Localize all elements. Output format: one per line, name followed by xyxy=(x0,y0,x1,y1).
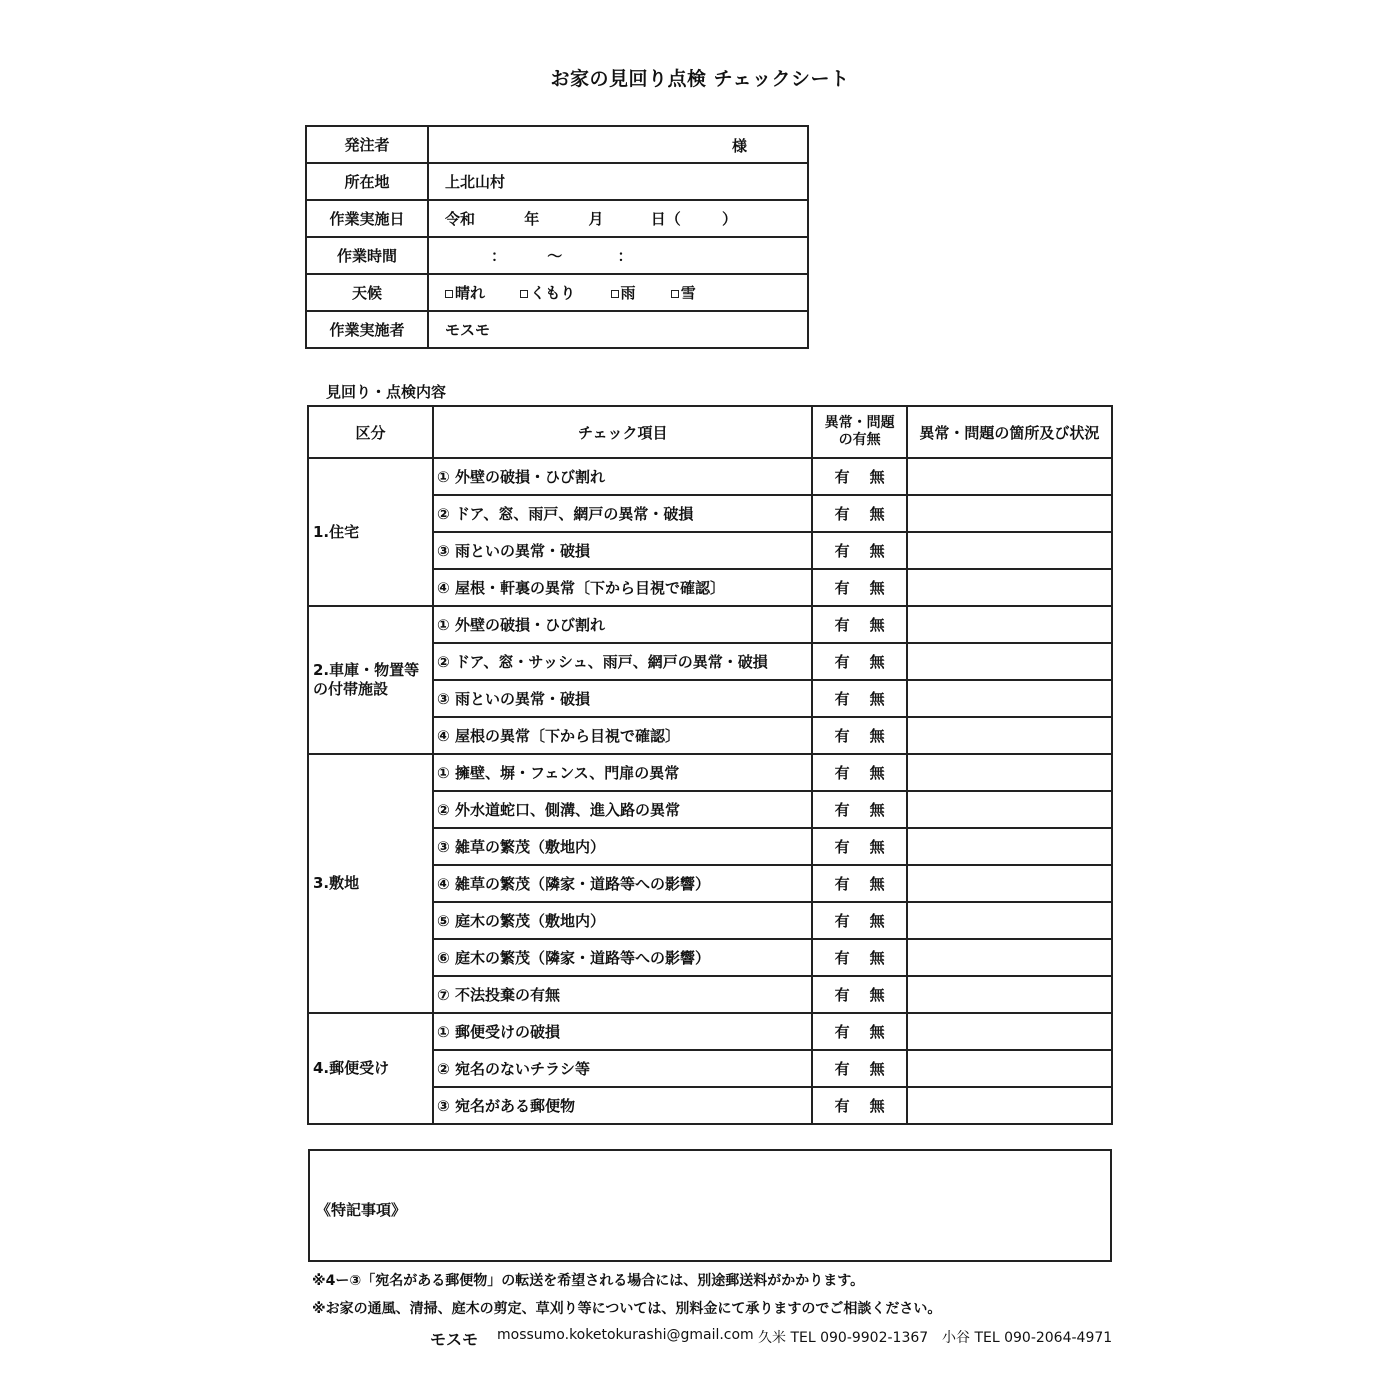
presence-cell xyxy=(812,606,906,643)
time-tilde: ～ xyxy=(547,247,563,265)
checkbox-icon xyxy=(445,290,453,298)
details-cell[interactable] xyxy=(907,976,1112,1013)
checkbox-icon xyxy=(611,290,619,298)
option-no[interactable]: 無 xyxy=(869,1060,885,1078)
option-no[interactable]: 無 xyxy=(869,912,885,930)
option-no[interactable]: 無 xyxy=(869,875,885,893)
orderer-label: 発注者 xyxy=(306,126,428,163)
option-yes[interactable]: 有 xyxy=(834,838,850,856)
date-month: 月 xyxy=(588,210,604,228)
special-notes-box[interactable] xyxy=(308,1149,1112,1262)
date-label: 作業実施日 xyxy=(306,200,428,237)
presence-cell xyxy=(812,791,906,828)
option-yes[interactable]: 有 xyxy=(834,468,850,486)
category-cell: 2.車庫・物置等の付帯施設 xyxy=(308,606,433,754)
table-row xyxy=(308,754,1112,791)
details-cell[interactable] xyxy=(907,1013,1112,1050)
check-item: ① 擁壁、塀・フェンス、門扉の異常 xyxy=(433,754,812,791)
check-item: ① 外壁の破損・ひび割れ xyxy=(433,458,812,495)
option-no[interactable]: 無 xyxy=(869,838,885,856)
check-item: ① 郵便受けの破損 xyxy=(433,1013,812,1050)
note-forwarding: ※4ー③「宛名がある郵便物」の転送を希望される場合には、別途郵送料がかかります。 xyxy=(312,1273,865,1289)
option-yes[interactable]: 有 xyxy=(834,875,850,893)
table-row xyxy=(308,1013,1112,1050)
details-cell[interactable] xyxy=(907,717,1112,754)
option-yes[interactable]: 有 xyxy=(834,616,850,634)
section-title: 見回り・点検内容 xyxy=(326,383,447,401)
check-item: ③ 雨といの異常・破損 xyxy=(433,680,812,717)
weather-field xyxy=(428,274,808,311)
option-no[interactable]: 無 xyxy=(869,801,885,819)
details-cell[interactable] xyxy=(907,1087,1112,1124)
presence-cell xyxy=(812,1087,906,1124)
option-yes[interactable]: 有 xyxy=(834,912,850,930)
details-cell[interactable] xyxy=(907,754,1112,791)
weather-option-cloudy[interactable]: くもり xyxy=(520,284,575,302)
checkbox-icon xyxy=(520,290,528,298)
presence-cell xyxy=(812,643,906,680)
details-cell[interactable] xyxy=(907,569,1112,606)
option-no[interactable]: 無 xyxy=(869,468,885,486)
special-notes-label: 《特記事項》 xyxy=(316,1201,407,1219)
option-no[interactable]: 無 xyxy=(869,764,885,782)
option-no[interactable]: 無 xyxy=(869,690,885,708)
option-yes[interactable]: 有 xyxy=(834,1097,850,1115)
date-field[interactable] xyxy=(428,200,808,237)
table-row xyxy=(308,458,1112,495)
option-yes[interactable]: 有 xyxy=(834,727,850,745)
option-yes[interactable]: 有 xyxy=(834,986,850,1004)
presence-cell xyxy=(812,828,906,865)
option-no[interactable]: 無 xyxy=(869,727,885,745)
details-cell[interactable] xyxy=(907,1050,1112,1087)
option-yes[interactable]: 有 xyxy=(834,505,850,523)
checkbox-icon xyxy=(671,290,679,298)
date-day: 日（ xyxy=(650,210,681,228)
check-item: ① 外壁の破損・ひび割れ xyxy=(433,606,812,643)
header-item: チェック項目 xyxy=(433,406,812,458)
presence-cell xyxy=(812,680,906,717)
details-cell[interactable] xyxy=(907,606,1112,643)
details-cell[interactable] xyxy=(907,495,1112,532)
option-no[interactable]: 無 xyxy=(869,579,885,597)
presence-cell xyxy=(812,1013,906,1050)
option-no[interactable]: 無 xyxy=(869,1097,885,1115)
option-yes[interactable]: 有 xyxy=(834,542,850,560)
note-extra-services: ※お家の通風、清掃、庭木の剪定、草刈り等については、別料金にて承りますのでご相談ください。 xyxy=(312,1301,942,1317)
time-colon-end: ： xyxy=(617,247,633,265)
presence-cell xyxy=(812,569,906,606)
presence-cell xyxy=(812,865,906,902)
check-item: ② ドア、窓、雨戸、網戸の異常・破損 xyxy=(433,495,812,532)
details-cell[interactable] xyxy=(907,902,1112,939)
option-no[interactable]: 無 xyxy=(869,949,885,967)
details-cell[interactable] xyxy=(907,939,1112,976)
check-table xyxy=(307,405,1113,1125)
check-item: ② ドア、窓・サッシュ、雨戸、網戸の異常・破損 xyxy=(433,643,812,680)
time-colon-start: ： xyxy=(491,247,507,265)
footer-brand: モスモ xyxy=(430,1330,479,1349)
option-yes[interactable]: 有 xyxy=(834,801,850,819)
option-yes[interactable]: 有 xyxy=(834,579,850,597)
presence-cell xyxy=(812,458,906,495)
details-cell[interactable] xyxy=(907,791,1112,828)
check-item: ④ 雑草の繁茂（隣家・道路等への影響） xyxy=(433,865,812,902)
location-field[interactable] xyxy=(428,163,808,200)
check-item: ⑥ 庭木の繁茂（隣家・道路等への影響） xyxy=(433,939,812,976)
check-item: ③ 雨といの異常・破損 xyxy=(433,532,812,569)
option-yes[interactable]: 有 xyxy=(834,764,850,782)
header-category: 区分 xyxy=(308,406,433,458)
details-cell[interactable] xyxy=(907,828,1112,865)
option-yes[interactable]: 有 xyxy=(834,653,850,671)
presence-cell xyxy=(812,754,906,791)
weather-option-rain[interactable]: 雨 xyxy=(611,284,636,302)
check-item: ③ 雑草の繁茂（敷地内） xyxy=(433,828,812,865)
option-yes[interactable]: 有 xyxy=(834,1060,850,1078)
option-no[interactable]: 無 xyxy=(869,616,885,634)
details-cell[interactable] xyxy=(907,643,1112,680)
details-cell[interactable] xyxy=(907,865,1112,902)
header-details: 異常・問題の箇所及び状況 xyxy=(907,406,1112,458)
time-field[interactable] xyxy=(428,237,808,274)
check-item: ② 外水道蛇口、側溝、進入路の異常 xyxy=(433,791,812,828)
orderer-suffix: 様 xyxy=(731,137,747,155)
presence-cell xyxy=(812,902,906,939)
location-value: 上北山村 xyxy=(445,173,506,191)
presence-cell xyxy=(812,532,906,569)
info-table xyxy=(305,125,809,349)
option-yes[interactable]: 有 xyxy=(834,949,850,967)
orderer-field[interactable] xyxy=(428,126,808,163)
details-cell[interactable] xyxy=(907,458,1112,495)
presence-cell xyxy=(812,1050,906,1087)
option-no[interactable]: 無 xyxy=(869,505,885,523)
date-era: 令和 xyxy=(445,210,476,228)
time-label: 作業時間 xyxy=(306,237,428,274)
date-year: 年 xyxy=(524,210,540,228)
check-item: ④ 屋根の異常〔下から目視で確認〕 xyxy=(433,717,812,754)
option-no[interactable]: 無 xyxy=(869,1023,885,1041)
worker-field[interactable] xyxy=(428,311,808,348)
location-label: 所在地 xyxy=(306,163,428,200)
page-title: お家の見回り点検 チェックシート xyxy=(550,68,850,90)
category-cell: 3.敷地 xyxy=(308,754,433,1013)
table-row xyxy=(308,606,1112,643)
footer-contact-kume: 久米 TEL 090-9902-1367 xyxy=(758,1330,929,1346)
weather-label: 天候 xyxy=(306,274,428,311)
footer-contact-kotani: 小谷 TEL 090-2064-4971 xyxy=(942,1330,1113,1346)
option-no[interactable]: 無 xyxy=(869,986,885,1004)
details-cell[interactable] xyxy=(907,532,1112,569)
option-yes[interactable]: 有 xyxy=(834,690,850,708)
weather-option-snow[interactable]: 雪 xyxy=(671,284,696,302)
check-item: ② 宛名のないチラシ等 xyxy=(433,1050,812,1087)
option-no[interactable]: 無 xyxy=(869,542,885,560)
presence-cell xyxy=(812,976,906,1013)
option-no[interactable]: 無 xyxy=(869,653,885,671)
category-cell: 1.住宅 xyxy=(308,458,433,606)
worker-value: モスモ xyxy=(445,321,491,339)
option-yes[interactable]: 有 xyxy=(834,1023,850,1041)
check-item: ⑦ 不法投棄の有無 xyxy=(433,976,812,1013)
footer-email: mossumo.koketokurashi@gmail.com xyxy=(497,1327,754,1343)
check-item: ③ 宛名がある郵便物 xyxy=(433,1087,812,1124)
date-close: ） xyxy=(722,210,738,228)
check-item: ⑤ 庭木の繁茂（敷地内） xyxy=(433,902,812,939)
presence-cell xyxy=(812,717,906,754)
check-item: ④ 屋根・軒裏の異常〔下から目視で確認〕 xyxy=(433,569,812,606)
category-cell: 4.郵便受け xyxy=(308,1013,433,1124)
presence-cell xyxy=(812,939,906,976)
worker-label: 作業実施者 xyxy=(306,311,428,348)
details-cell[interactable] xyxy=(907,680,1112,717)
presence-cell xyxy=(812,495,906,532)
header-presence: 異常・問題 の有無 xyxy=(812,406,906,458)
weather-option-sunny[interactable]: 晴れ xyxy=(445,284,485,302)
